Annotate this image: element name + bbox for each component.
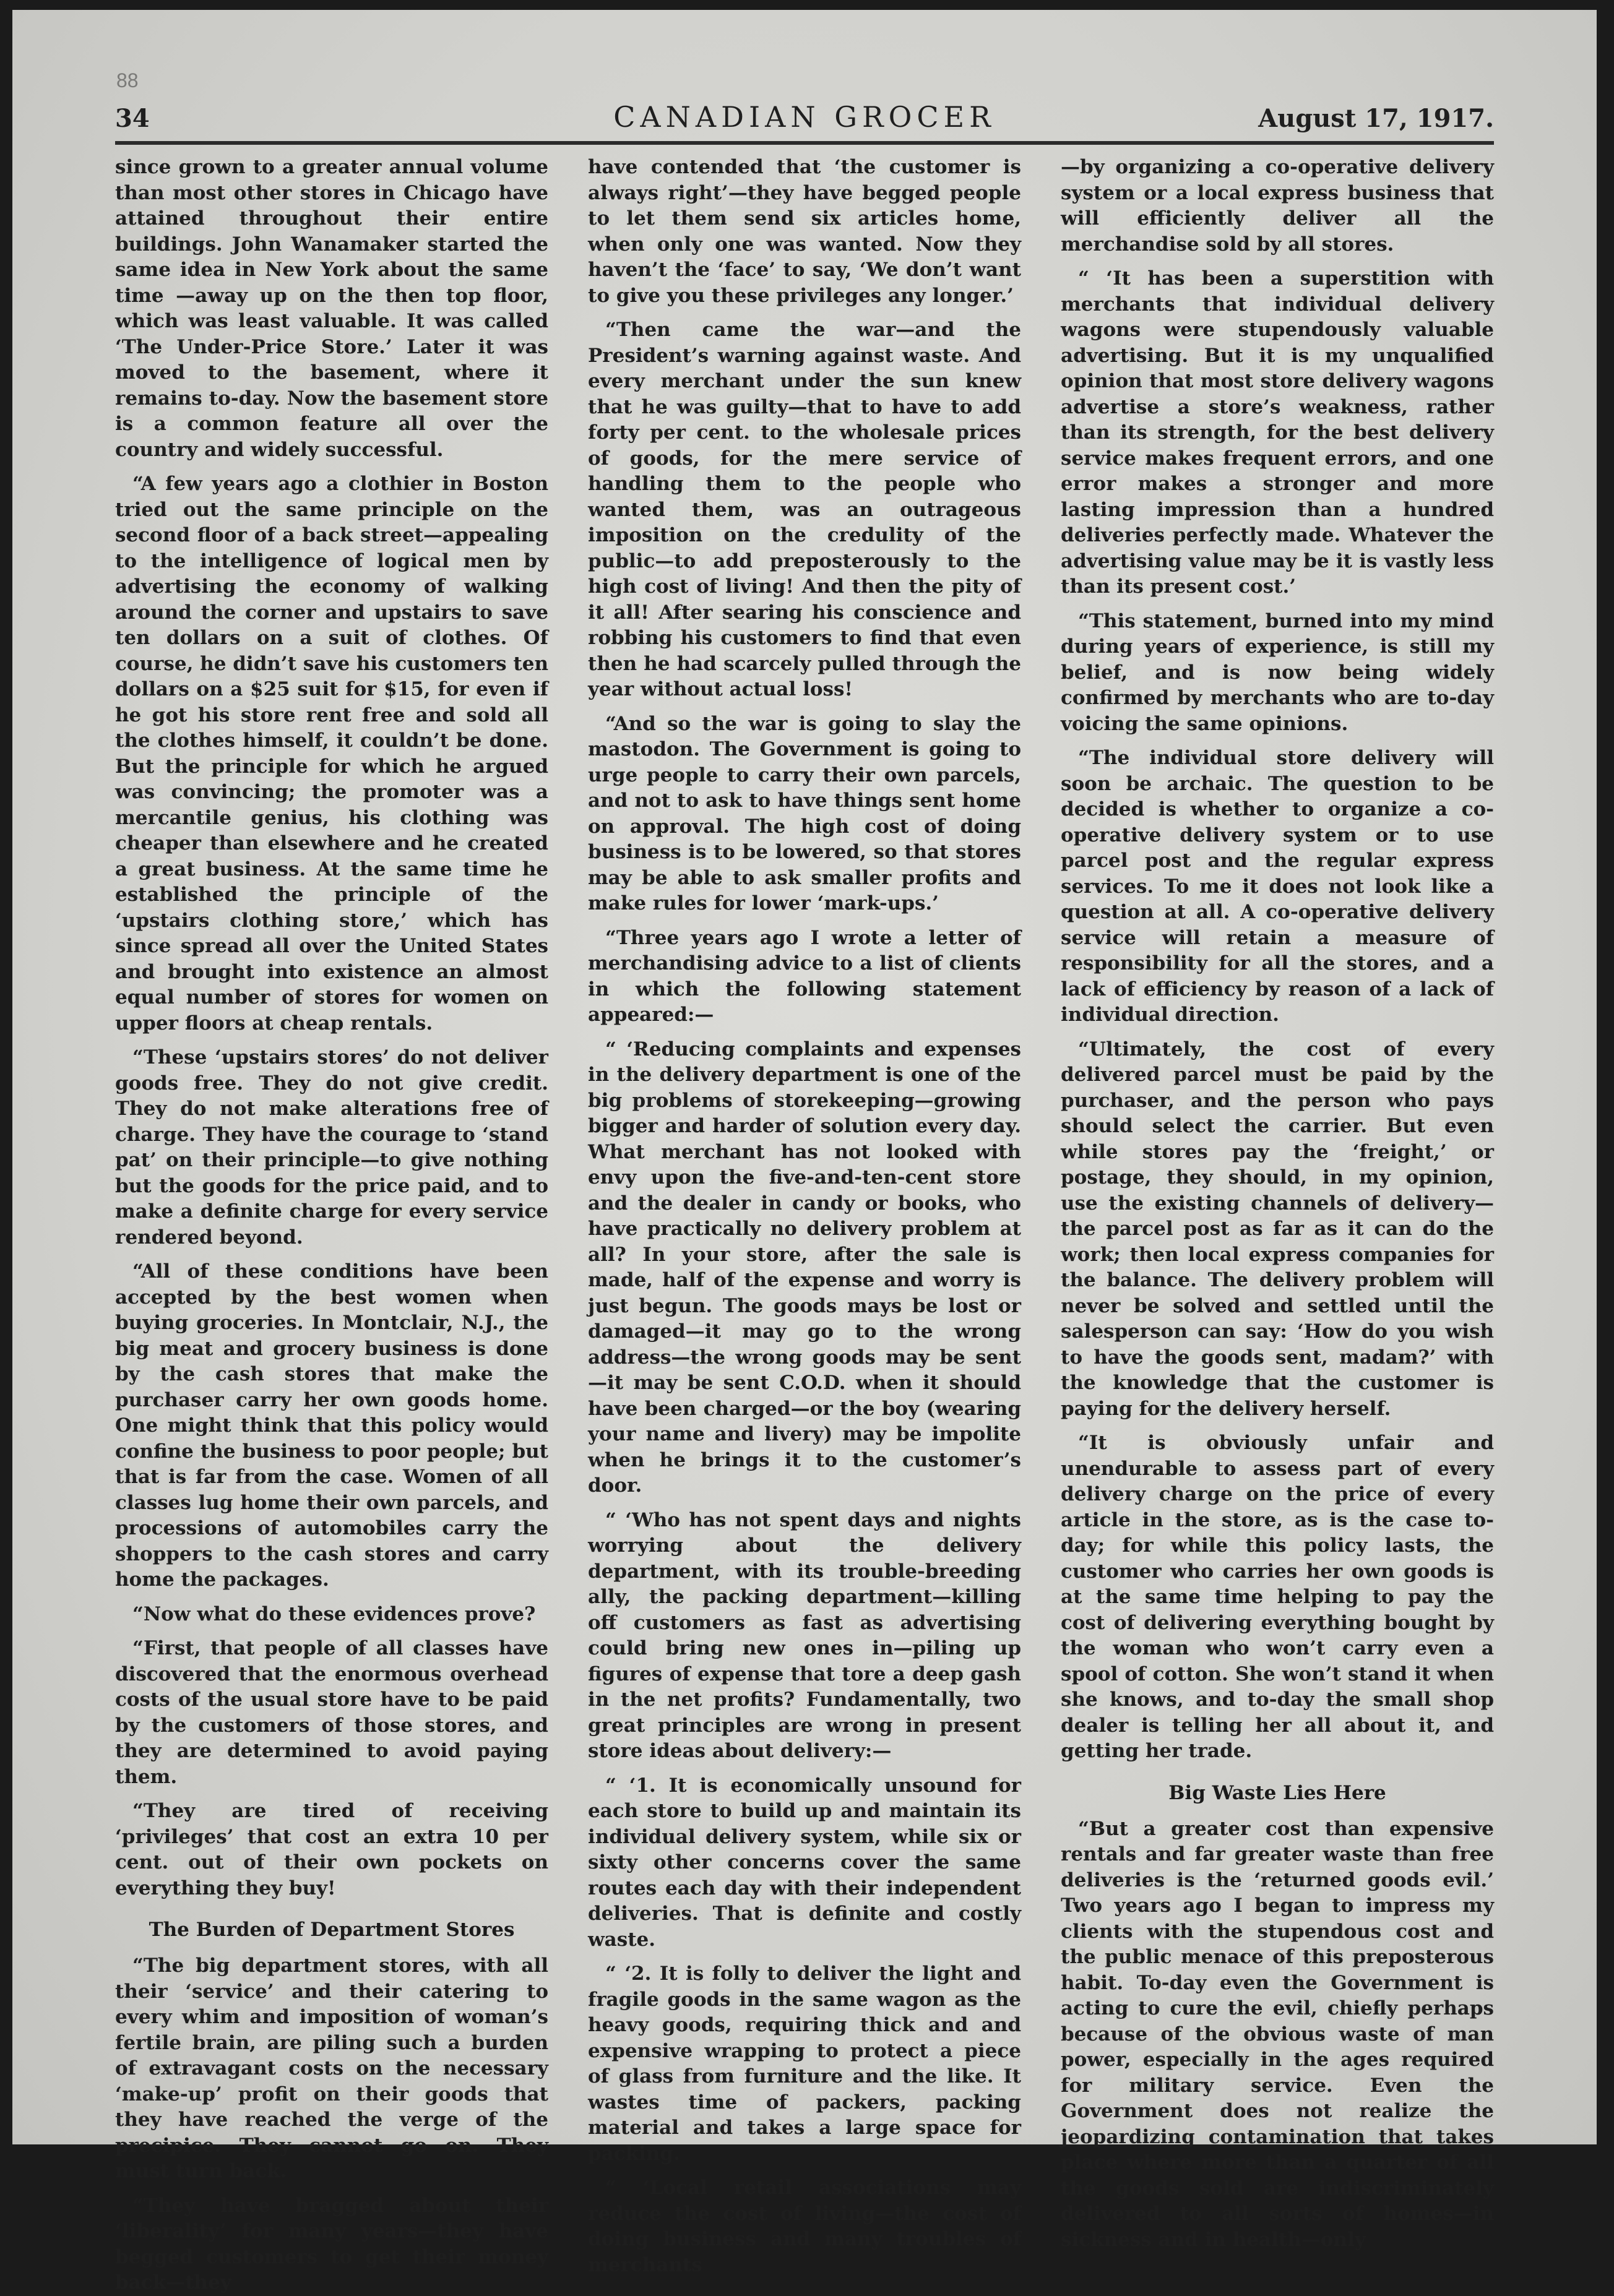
issue-date: August 17, 1917. [1258, 104, 1494, 133]
paragraph: “ ‘2. It is folly to deliver the light and fragile goods in the same wagon as the heavy goods, requiring thick and and expensive wrapping to protect a piece of glass from furniture and the like. It wastes time of packers, packing material and takes a large space for packing. [588, 1963, 1021, 2165]
paragraph: “The big department stores, with all their ‘service’ and their catering to every whim and imposition of woman’s fertile brain, are piling such a burden of extravagant costs on the necessary ‘make-up’ profit on their goods that they have reached the verge of the precipice. They cannot go on. They must turn back. [115, 1954, 548, 2182]
column-3 [1061, 155, 1494, 2251]
paragraph: “ ‘Local retail associations may reduce the cost of living—the cost of doing business and many troubles of merchants [588, 2177, 1021, 2276]
paragraph: “They are tired of receiving ‘privileges’ that cost an extra 10 per cent. out of their own pockets on everything they buy! [115, 1800, 548, 1899]
page-header [115, 98, 1494, 145]
paragraph: “First, that people of all classes have discovered that the enormous overhead costs of the usual store have to be paid by the customers of those stores, and they are determined to avoid paying them. [115, 1637, 548, 1788]
page-number: 34 [115, 104, 150, 133]
faint-folio-number: 88 [116, 69, 139, 92]
paragraph: “The individual store delivery will soon be archaic. The question to be decided is whether to organize a co-operative delivery system or to use parcel post and the regular express services. To me it does not look like a question at all. A co-operative delivery service will retain a measure of responsibility for all the stores, and a lack of efficiency by reason of a lack of individual direction. [1061, 747, 1494, 1026]
paragraph: “ ‘It has been a superstition with merchants that individual delivery wagons were stupendously valuable advertising. But it is my unqualified opinion that most store delivery wagons advertise a store’s weakness, rather than its strength, for the best delivery service makes frequent errors, and one error makes a stronger and more lasting impression than a hundred deliveries perfectly made. Whatever the advertising value may be it is vastly less than its present cost.’ [1061, 267, 1494, 598]
magazine-page [12, 10, 1597, 2294]
paragraph: “A few years ago a clothier in Boston tried out the same principle on the second floor of a back street—appealing to the intelligence of logical men by advertising the economy of walking around the corner and upstairs to save ten dollars on a suit of clothes. Of course, he didn’t save his customers ten dollars on a $25 suit for $15, for even if he got his store rent free and sold all the clothes himself, it couldn’t be done. But the principle for which he argued was convincing; the promoter was a mercantile genius, his clothing was cheaper than elsewhere and he created a great business. At the same time he established the principle of the ‘upstairs clothing store,’ which has since spread all over the United States and brought into existence an almost equal number of stores for women on upper floors at cheap rentals. [115, 473, 548, 1034]
masthead-title: CANADIAN GROCER [613, 100, 996, 134]
paragraph: “Three years ago I wrote a letter of merchandising advice to a list of clients in which the following statement appeared:— [588, 926, 1021, 1026]
paragraph: “And so the war is going to slay the mastodon. The Government is going to urge people to carry their own parcels, and not to ask to have things sent home on approval. The high cost of doing business is to be lowered, so that stores may be able to ask smaller profits and make rules for lower ‘mark-ups.’ [588, 712, 1021, 914]
paragraph: “But a greater cost than expensive rentals and far greater waste than free deliveries is the ‘returned goods evil.’ Two years ago I began to impress my clients with the stupendous cost and the public menace of this preposterous habit. To-day even the Government is acting to cure the evil, chiefly perhaps because of the obvious waste of man power, especially in the ages required for military service. Even the Government does not realize the jeopardizing contamination that takes place where more than a quarter of all the goods sold are indiscriminately delivered to all sorts of homes—in sickness and in health—only [1061, 1817, 1494, 2251]
paragraph: “They have bragged about their ‘liberality’ for many years—they have begged customers to get their money back—they [115, 2194, 548, 2294]
paragraph: “ ‘1. It is economically unsound for each store to build up and maintain its individual delivery system, while six or sixty other concerns cover the same routes each day with their independent deliveries. That is definite and costly waste. [588, 1774, 1021, 1951]
column-1 [115, 155, 548, 2294]
paragraph: “Then came the war—and the President’s warning against waste. And every merchant under the sun knew that he was guilty—that to have to add forty per cent. to the wholesale prices of goods, for the mere service of handling them to the people who wanted them, was an outrageous imposition on the credulity of the public—to add preposterously to the high cost of living! And then the pity of it all! After searing his conscience and robbing his customers to find that even then he had scarcely pulled through the year without actual loss! [588, 319, 1021, 700]
section-heading: Big Waste Lies Here [1168, 1781, 1386, 1804]
paragraph: “ ‘Who has not spent days and nights worrying about the delivery department, with its trouble-breeding ally, the packing department—killing off customers as fast as advertising could bring new ones in—piling up figures of expense that tore a deep gash in the net profits? Fundamentally, two great principles are wrong in present store ideas about delivery:— [588, 1508, 1021, 1762]
paragraph: —by organizing a co-operative delivery system or a local express business that will efficiently deliver all the merchandise sold by all stores. [1061, 156, 1494, 256]
column-2 [588, 155, 1021, 2276]
article-body [115, 155, 1494, 2294]
paragraph: “All of these conditions have been accepted by the best women when buying groceries. In Montclair, N.J., the big meat and grocery business is done by the cash stores that make the purchaser carry her own goods home. One might think that this policy would confine the business to poor people; but that is far from the case. Women of all classes lug home their own parcels, and processions of automobiles carry the shoppers to the cash stores and carry home the packages. [115, 1260, 548, 1591]
paragraph: “These ‘upstairs stores’ do not deliver goods free. They do not give credit. They do not make alterations free of charge. They have the courage to ‘stand pat’ on their principle—to give nothing but the goods for the price paid, and to make a definite charge for every service rendered beyond. [115, 1046, 548, 1249]
paragraph: have contended that ‘the customer is always right’—they have begged people to let them send six articles home, when only one was wanted. Now they haven’t the ‘face’ to say, ‘We don’t want to give you these privileges any longer.’ [588, 156, 1021, 307]
paragraph: “This statement, burned into my mind during years of experience, is still my belief, and is now being widely confirmed by merchants who are to-day voicing the same opinions. [1061, 609, 1494, 735]
section-heading: The Burden of Department Stores [149, 1919, 515, 1941]
paragraph: “Ultimately, the cost of every delivered parcel must be paid by the purchaser, and the person who pays should select the carrier. But even while stores pay the ‘freight,’ or postage, they should, in my opinion, use the existing channels of delivery—the parcel post as far as it can do the work; then local express companies for the balance. The delivery problem will never be solved and settled until the salesperson can say: ‘How do you wish to have the goods sent, madam?’ with the knowledge that the customer is paying for the delivery herself. [1061, 1038, 1494, 1420]
paragraph: since grown to a greater annual volume than most other stores in Chicago have attained throughout their entire buildings. John Wanamaker started the same idea in New York about the same time —away up on the then top floor, which was least valuable. It was called ‘The Under-Price Store.’ Later it was moved to the basement, where it remains to-day. Now the basement store is a common feature all over the country and widely successful. [115, 156, 548, 461]
paragraph: “ ‘Reducing complaints and expenses in the delivery department is one of the big problems of storekeeping—growing bigger and harder of solution every day. What merchant has not looked with envy upon the five-and-ten-cent store and the dealer in candy or books, who have practically no delivery problem at all? In your store, after the sale is made, half of the expense and worry is just begun. The goods mays be lost or damaged—it may go to the wrong address—the wrong goods may be sent—it may be sent C.O.D. when it should have been charged—or the boy (wearing your name and livery) may be impolite when he brings it to the customer’s door. [588, 1038, 1021, 1497]
paragraph: “Now what do these evidences prove? [132, 1602, 536, 1625]
paragraph: “It is obviously unfair and unendurable to assess part of every delivery charge on the price of every article in the store, as is the case to-day; for while this policy lasts, the customer who carries her own goods is at the same time helping to pay the cost of delivering everything bought by the woman who won’t carry even a spool of cotton. She won’t stand it when she knows, and to-day the small shop dealer is telling her all about it, and getting her trade. [1061, 1432, 1494, 1762]
